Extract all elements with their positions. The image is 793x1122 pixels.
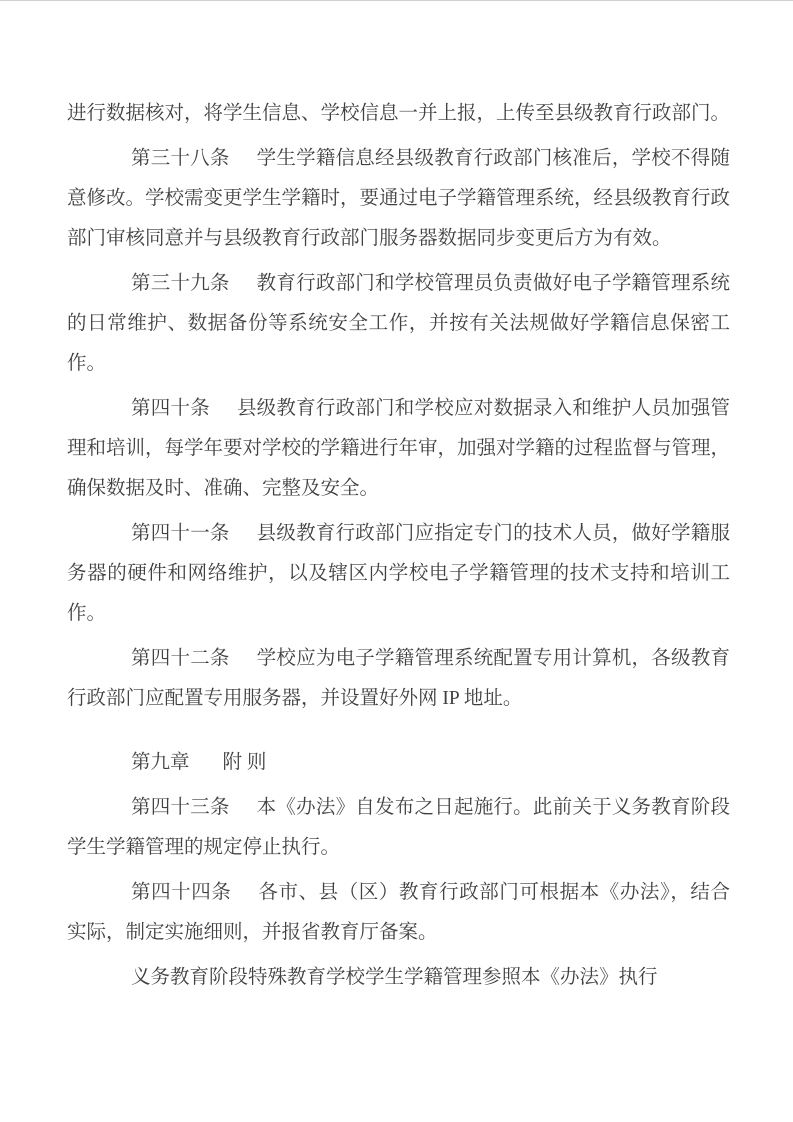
document-content xyxy=(67,94,730,1003)
continuation-paragraph xyxy=(67,94,730,134)
article-number: 第四十三条 xyxy=(131,797,230,818)
paragraph-text: 进行数据核对，将学生信息、学校信息一并上报，上传至县级教育行政部门。 xyxy=(67,103,731,124)
article-number: 第四十一条 xyxy=(131,523,230,544)
paragraph-text: 学校应为电子学籍管理系统配置专用计算机，各级教育行政部门应配置专用服务器，并设置好外网 IP 地址。 xyxy=(67,648,730,709)
paragraph-text: 县级教育行政部门和学校应对数据录入和维护人员加强管理和培训，每学年要对学校的学籍进行年审，加强对学籍的过程监督与管理，确保数据及时、准确、完整及安全。 xyxy=(67,398,731,499)
article-paragraph xyxy=(67,389,730,509)
article-number: 第三十八条 xyxy=(131,148,230,169)
article-number: 第三十九条 xyxy=(131,273,230,294)
paragraph-text: 教育行政部门和学校管理员负责做好电子学籍管理系统的日常维护、数据备份等系统安全工作，并按有关法规做好学籍信息保密工作。 xyxy=(67,273,730,374)
article-paragraph xyxy=(67,639,730,719)
paragraph-text: 各市、县（区）教育行政部门可根据本《办法》，结合实际，制定实施细则，并报省教育厅备案。 xyxy=(67,882,730,943)
article-paragraph xyxy=(67,873,730,953)
chapter-heading xyxy=(67,743,730,783)
article-paragraph xyxy=(67,139,730,259)
article-number: 第四十二条 xyxy=(131,648,230,669)
article-paragraph xyxy=(67,264,730,384)
paragraph-text: 义务教育阶段特殊教育学校学生学籍管理参照本《办法》执行 xyxy=(131,967,658,988)
paragraph-text: 学生学籍信息经县级教育行政部门核准后，学校不得随意修改。学校需变更学生学籍时，要通过电子学籍管理系统，经县级教育行政部门审核同意并与县级教育行政部门服务器数据同步变更后方为有效。 xyxy=(67,148,731,249)
closing-paragraph xyxy=(67,958,730,998)
chapter-title: 附 则 xyxy=(222,752,267,773)
paragraph-text: 本《办法》自发布之日起施行。此前关于义务教育阶段学生学籍管理的规定停止执行。 xyxy=(67,797,730,858)
paragraph-text: 县级教育行政部门应指定专门的技术人员，做好学籍服务器的硬件和网络维护，以及辖区内学校电子学籍管理的技术支持和培训工作。 xyxy=(67,523,730,624)
article-paragraph xyxy=(67,788,730,868)
article-number: 第四十四条 xyxy=(131,882,232,903)
chapter-number: 第九章 xyxy=(131,752,190,773)
article-number: 第四十条 xyxy=(131,398,210,419)
article-paragraph xyxy=(67,514,730,634)
